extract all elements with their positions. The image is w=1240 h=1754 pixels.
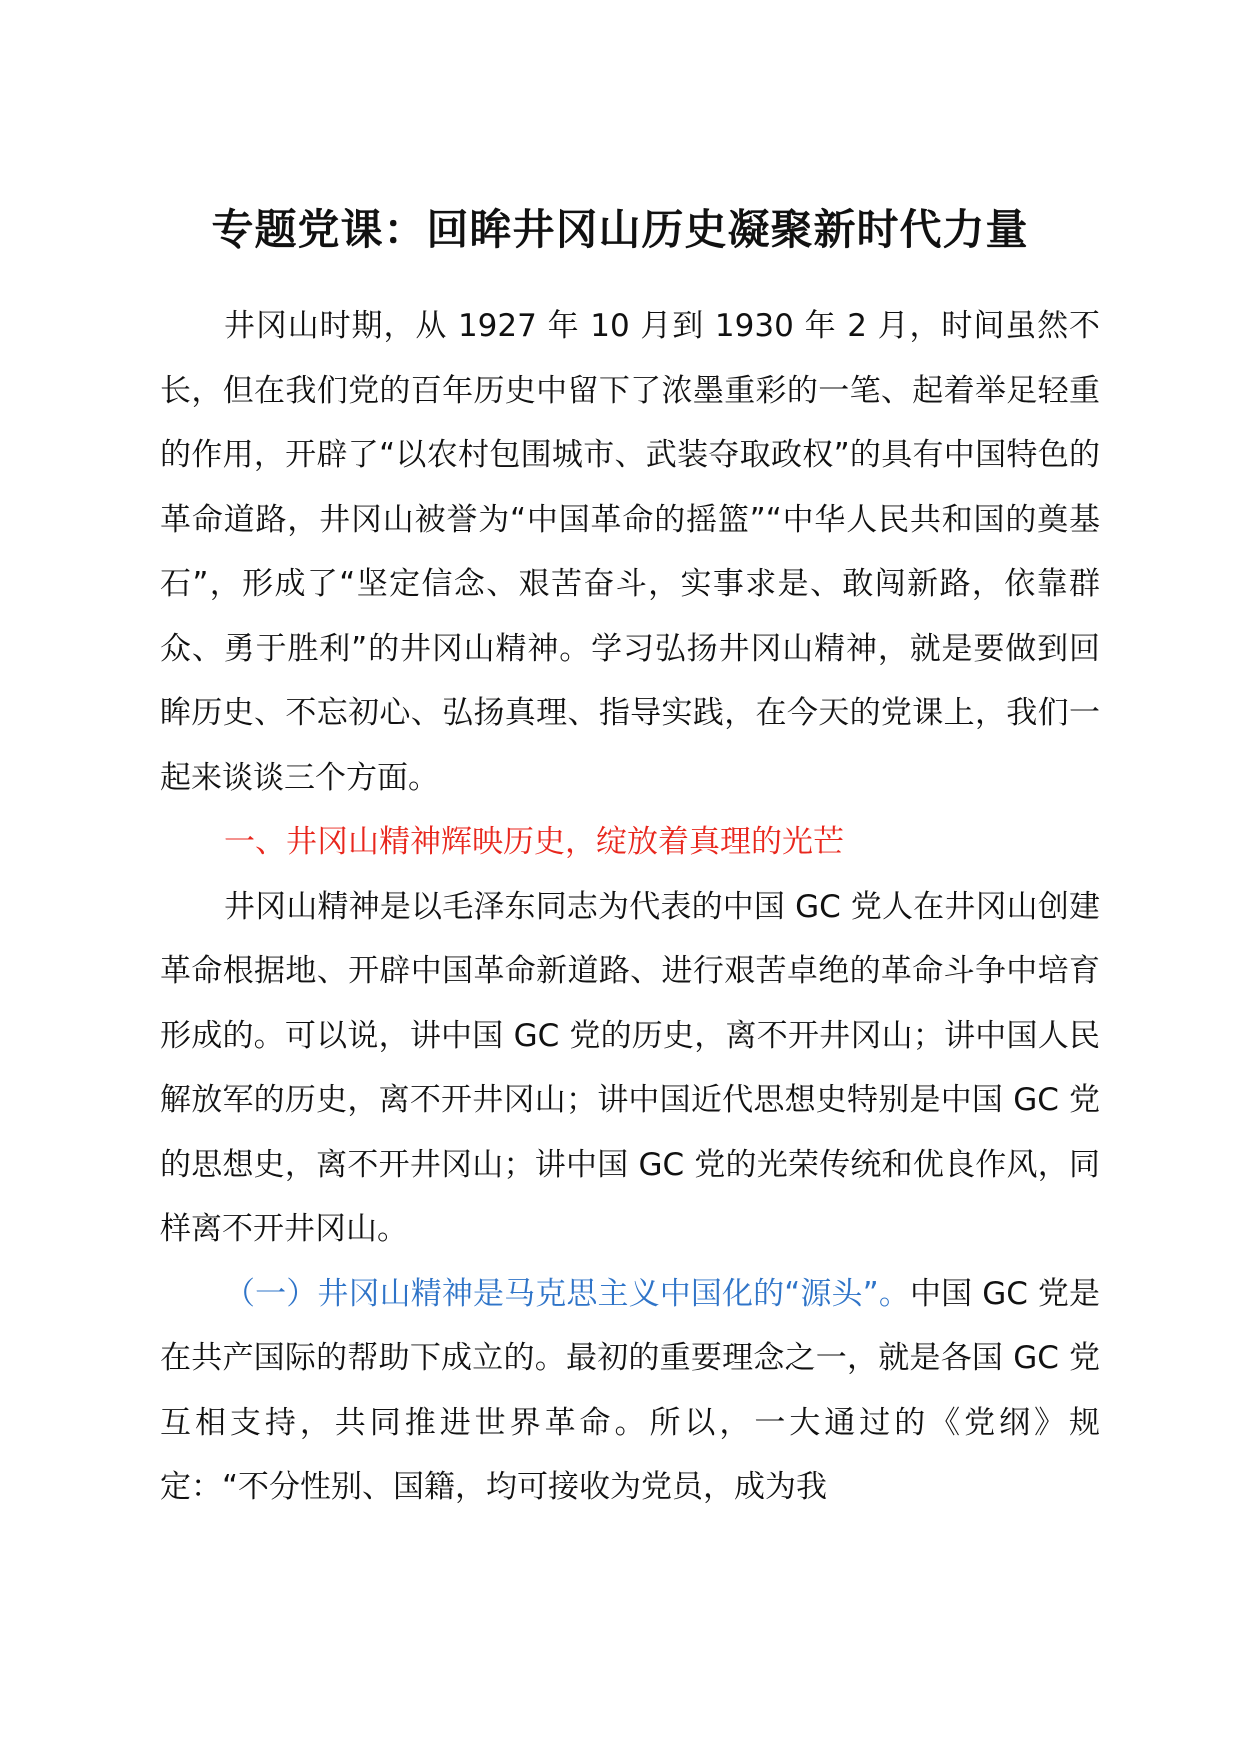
- document-title: 专题党课：回眸井冈山历史凝聚新时代力量: [211, 205, 1029, 254]
- subsection-heading-1: （一）井冈山精神是马克思主义中国化的“源头”。: [224, 1275, 910, 1312]
- section-1-paragraph: 井冈山精神是以毛泽东同志为代表的中国 GC 党人在井冈山创建革命根据地、开辟中国革命新道路、进行艰苦卓绝的革命斗争中培育形成的。可以说，讲中国 GC 党的历史，离不开井冈山；讲中国人民解放军的历史，离不开井冈山；讲中国近代思想史特别是中国 GC 党的思想史，离不开井冈山；讲中国 GC 党的光荣传统和优良作风，同样离不开井冈山。: [160, 888, 1100, 1247]
- intro-paragraph: 井冈山时期，从 1927 年 10 月到 1930 年 2 月，时间虽然不长，但在我们党的百年历史中留下了浓墨重彩的一笔、起着举足轻重的作用，开辟了“以农村包围城市、武装夺取政权”的具有中国特色的革命道路，井冈山被誉为“中国革命的摇篮”“中华人民共和国的奠基石”，形成了“坚定信念、艰苦奋斗，实事求是、敢闯新路，依靠群众、勇于胜利”的井冈山精神。学习弘扬井冈山精神，就是要做到回眸历史、不忘初心、弘扬真理、指导实践，在今天的党课上，我们一起来谈谈三个方面。: [160, 308, 1100, 796]
- section-heading-1: 一、井冈山精神辉映历史，绽放着真理的光芒: [224, 824, 844, 860]
- subsection-1-text: 中国 GC 党是在共产国际的帮助下成立的。最初的重要理念之一，就是各国 GC 党互相支持，共同推进世界革命。所以，一大通过的《党纲》规定：“不分性别、国籍，均可接收为党员，成为我: [160, 1275, 1100, 1505]
- subsection-1-paragraph: [160, 1262, 1100, 1520]
- document-body: [160, 294, 1100, 1520]
